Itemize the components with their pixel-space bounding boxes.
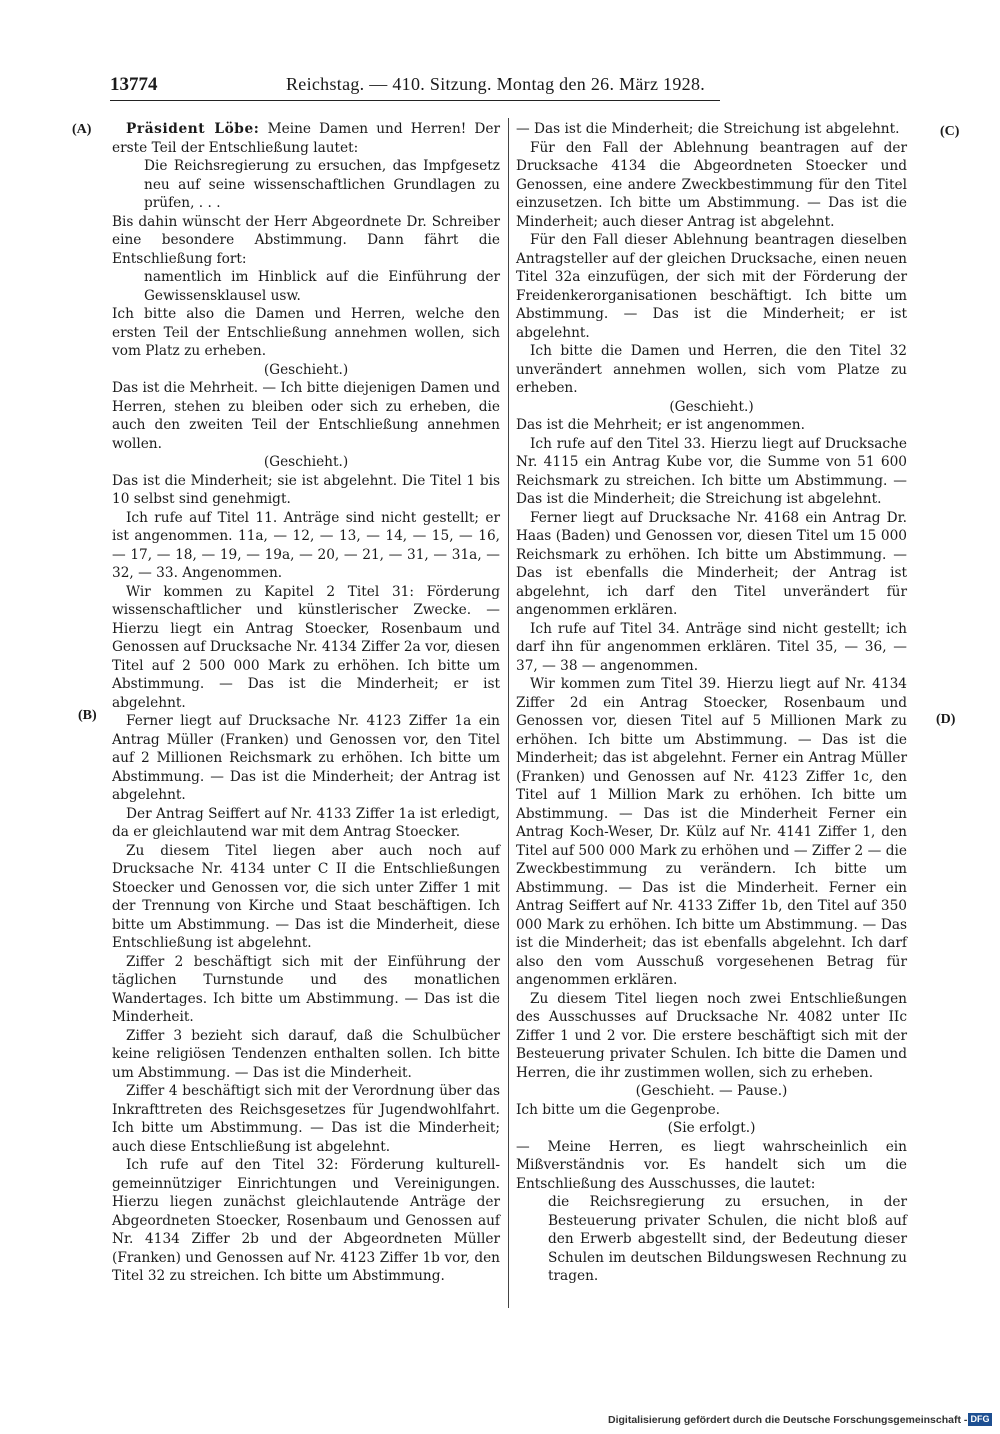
paragraph: Zu diesem Titel liegen aber auch noch auf Drucksache Nr. 4134 unter C II die Entschließungen Stoecker und Genossen vor, die sich unter Ziffer 1 mit der Trennung von Kirche und Staat beschäftigen. Ich bitte um Abstimmung. — Das ist die Minderheit, diese Entschließung ist abgelehnt. [112, 842, 500, 951]
paragraph: Ich rufe auf den Titel 32: Förderung kulturell-gemeinnütziger Einrichtungen und Vereinigungen. Hierzu liegen zunächst gleichlautende Anträge der Abgeordneten Stoecker, Rosenbaum und Genossen auf Nr. 4134 Ziffer 2b und der Abgeordneten Müller (Franken) und Genossen auf Nr. 4123 Ziffer 1b vor, den Titel 32 zu streichen. Ich bitte um Abstimmung. [112, 1157, 500, 1284]
paragraph-text: Meine Damen und Herren! Der erste Teil der Entschließung lautet: [112, 121, 501, 156]
paragraph: — Das ist die Minderheit; die Streichung ist abgelehnt. [516, 121, 900, 137]
page-number: 13774 [110, 74, 158, 95]
paragraph: Ich rufe auf Titel 11. Anträge sind nicht gestellt; er ist angenommen. 11a, — 12, — 13, — 14, — 15, — 16, — 17, — 18, — 19, — 19a, — 20, — 21, — 31, — 31a, — 32, — 33. Angenommen. [112, 509, 500, 581]
paragraph: Für den Fall dieser Ablehnung beantragen dieselben Antragsteller auf der gleichen Drucksache, einen neuen Titel 32a einzufügen, der sich mit der Förderung der Freidenkerorganisationen beschäftigt. Ich bitte um Abstimmung. — Das ist die Minderheit; er ist abgelehnt. [516, 232, 907, 341]
paragraph: Ferner liegt auf Drucksache Nr. 4168 ein Antrag Dr. Haas (Baden) und Genossen vor, diesen Titel um 15 000 Reichsmark zu erhöhen. Ich bitte um Abstimmung. — Das ist ebenfalls die Minderheit; der Antrag ist abgelehnt, ich darf den Titel unverändert für angenommen erklären. [516, 509, 907, 618]
margin-mark-c: (C) [940, 124, 960, 139]
paragraph: Ich bitte die Damen und Herren, die den Titel 32 unverändert annehmen wollen, sich vom Platze zu erheben. [516, 343, 907, 396]
paragraph: Ich rufe auf Titel 34. Anträge sind nicht gestellt; ich darf ihn für angenommen erklären. Titel 35, — 36, — 37, — 38 — angenommen. [516, 620, 907, 674]
paragraph: — Meine Herren, es liegt wahrscheinlich ein Mißverständnis vor. Es handelt sich um die Entschließung des Ausschusses, die lautet: [516, 1138, 907, 1192]
column-divider [508, 118, 509, 1308]
paragraph: Für den Fall der Ablehnung beantragen auf der Drucksache 4134 die Abgeordneten Stoecker und Genossen, eine andere Zweckbestimmung für den Titel einzusetzen. Ich bitte um Abstimmung. — Das ist die Minderheit; auch dieser Antrag ist abgelehnt. [516, 139, 907, 230]
paragraph: Wir kommen zum Titel 39. Hierzu liegt auf Nr. 4134 Ziffer 2d ein Antrag Stoecker, Rosenbaum und Genossen vor, diesen Titel auf 5 Millionen Mark zu erhöhen. Ich bitte um Abstimmung. — Das ist die Minderheit; das ist abgelehnt. Ferner ein Antrag Müller (Franken) und Genossen auf Nr. 4123 Ziffer 1c, den Titel auf 1 Million Mark zu erhöhen. Ich bitte um Abstimmung. — Das ist die Minderheit Ferner ein Antrag Koch-Weser, Dr. Külz auf Nr. 4141 Ziffer 1, den Titel auf 500 000 Mark zu erhöhen und — Ziffer 2 — die Zweckbestimmung zu verändern. Ich bitte um Abstimmung. — Das ist die Minderheit. Ferner ein Antrag Seiffert auf Nr. 4133 Ziffer 1b, den Titel auf 350 000 Mark zu erhöhen. Ich bitte um Abstimmung. — Das ist die Minderheit; das ist ebenfalls abgelehnt. Ich darf also den vom Ausschuß vorgesehenen Betrag für angenommen erklären. [516, 676, 907, 988]
paragraph: Das ist die Mehrheit. — Ich bitte diejenigen Damen und Herren, stehen zu bleiben oder sich zu erheben, die auch den zweiten Teil der Entschließung annehmen wollen. [112, 380, 500, 452]
stage-direction: (Geschieht.) [669, 398, 754, 415]
paragraph: Ziffer 4 beschäftigt sich mit der Verordnung über das Inkrafttreten des Reichsgesetzes für Jugendwohlfahrt. Ich bitte um Abstimmung. — Das ist die Minderheit; auch diese Entschließung ist abgelehnt. [112, 1083, 500, 1155]
paragraph: Ziffer 2 beschäftigt sich mit der Einführung der täglichen Turnstunde und des monatlichen Wandertages. Ich bitte um Abstimmung. — Das ist die Minderheit. [112, 953, 500, 1025]
paragraph: Wir kommen zu Kapitel 2 Titel 31: Förderung wissenschaftlicher und künstlerischer Zwecke. — Hierzu liegt ein Antrag Stoecker, Rosenbaum und Genossen auf Drucksache Nr. 4134 Ziffer 2a vor, diesen Titel auf 2 500 000 Mark zu erhöhen. Ich bitte um Abstimmung. — Das ist die Minderheit; er ist abgelehnt. [112, 583, 500, 711]
stage-direction: (Geschieht.) [263, 361, 349, 378]
paragraph: Ferner liegt auf Drucksache Nr. 4123 Ziffer 1a ein Antrag Müller (Franken) und Genossen vor, den Titel auf 2 Millionen Reichsmark zu erhöhen. Ich bitte um Abstimmung. — Das ist die Minderheit; der Antrag ist abgelehnt. [112, 713, 500, 803]
paragraph: Bis dahin wünscht der Herr Abgeordnete Dr. Schreiber eine besondere Abstimmung. Dann fährt die Entschließung fort: [112, 213, 500, 267]
stage-direction: (Sie erfolgt.) [667, 1120, 756, 1136]
left-column [112, 120, 500, 1286]
page-header [110, 74, 720, 100]
margin-mark-d: (D) [936, 712, 956, 727]
paragraph [112, 120, 500, 157]
dfg-logo: DFG [968, 1413, 992, 1426]
header-rule [110, 100, 720, 101]
stage-direction: (Geschieht.) [263, 454, 349, 470]
digitization-credit: Digitalisierung gefördert durch die Deutsche Forschungsgemeinschaft - [608, 1414, 968, 1426]
quotation: Die Reichsregierung zu ersuchen, das Impfgesetz neu auf seine wissenschaftlichen Grundlagen zu prüfen, . . . [144, 158, 500, 211]
paragraph: Ich bitte also die Damen und Herren, welche den ersten Teil der Entschließung annehmen wollen, sich vom Platz zu erheben. [112, 306, 500, 359]
paragraph: Der Antrag Seiffert auf Nr. 4133 Ziffer 1a ist erledigt, da er gleichlautend war mit dem Antrag Stoecker. [112, 805, 500, 840]
paragraph: Ich bitte um die Gegenprobe. [516, 1101, 721, 1118]
quotation: namentlich im Hinblick auf die Einführung der Gewissensklausel usw. [144, 269, 500, 304]
paragraph: Ziffer 3 bezieht sich darauf, daß die Schulbücher keine religiösen Tendenzen enthalten sollen. Ich bitte um Abstimmung. — Das ist die Minderheit. [112, 1027, 500, 1081]
margin-mark-b: (B) [78, 708, 97, 723]
stage-direction: (Geschieht. — Pause.) [635, 1083, 788, 1099]
paragraph: Zu diesem Titel liegen noch zwei Entschließungen des Ausschusses auf Drucksache Nr. 4082 unter IIc Ziffer 1 und 2 vor. Die erstere beschäftigt sich mit der Besteuerung privater Schulen. Ich bitte die Damen und Herren, die ihr zustimmen wollen, sich zu erheben. [516, 990, 907, 1081]
paragraph: Das ist die Minderheit; sie ist abgelehnt. Die Titel 1 bis 10 selbst sind genehmigt. [112, 472, 500, 507]
speaker-name: Präsident Löbe: [126, 121, 260, 137]
right-column [516, 120, 907, 1286]
paragraph: Das ist die Mehrheit; er ist angenommen. [516, 417, 805, 433]
quotation: die Reichsregierung zu ersuchen, in der Besteuerung privater Schulen, die nicht bloß auf den Erwerb abgestellt sind, der Bedeutung dieser Schulen im deutschen Bildungswesen Rechnung zu tragen. [548, 1194, 907, 1284]
running-head: Reichstag. — 410. Sitzung. Montag den 26. März 1928. [286, 74, 706, 94]
paragraph: Ich rufe auf den Titel 33. Hierzu liegt auf Drucksache Nr. 4115 ein Antrag Kube vor, die Summe von 51 600 Reichsmark zu streichen. Ich bitte um Abstimmung. — Das ist die Minderheit; die Streichung ist abgelehnt. [516, 435, 907, 507]
margin-mark-a: (A) [72, 122, 92, 137]
